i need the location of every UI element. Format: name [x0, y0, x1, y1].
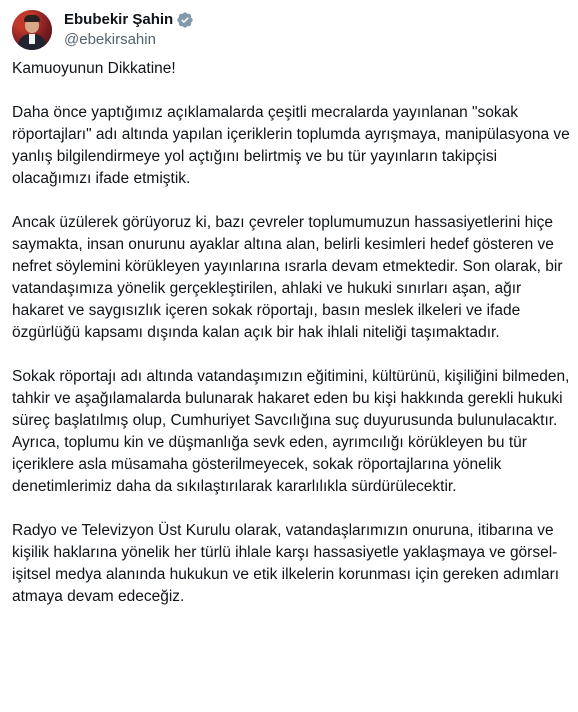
post-paragraph: Ancak üzülerek görüyoruz ki, bazı çevreler toplumumuzun hassasiyetlerini hiçe saymakta, insan onurunu ayaklar altına alan, belirli kesimleri hedef gösteren ve nefret söylemini körükleyen yayınlarına ısrarla devam etmektedir. Son olarak, bir vatandaşımıza yönelik gerçekleştirilen, ahlaki ve hukuki sınırları aşan, ağır hakaret ve saygısızlık içeren sokak röportajı, basın meslek ilkeleri ve ifade özgürlüğü kapsamı dışında kalan açık bir hak ihlali niteliği taşımaktadır. — [12, 214, 563, 341]
author-block — [64, 10, 194, 50]
post-paragraph: Daha önce yaptığımız açıklamalarda çeşitli mecralarda yayınlanan "sokak röportajları" adı altında yapılan içeriklerin toplumda ayrışmaya, manipülasyona ve yanlış bilgilendirmeye yol açtığını belirtmiş ve bu tür yayınların takipçisi olacağımızı ifade etmiştik. — [12, 104, 570, 187]
post-paragraph: Radyo ve Televizyon Üst Kurulu olarak, vatandaşlarımızın onuruna, itibarına ve kişilik haklarına yönelik her türlü ihlale karşı hassasiyetle yaklaşmaya ve görsel-işitsel medya alanında hukukun ve etik ilkelerin korunması için gereken adımları atmaya devam edeceğiz. — [12, 522, 560, 605]
author-display-name[interactable]: Ebubekir Şahin — [64, 11, 174, 28]
author-handle[interactable]: @ebekirsahin — [64, 31, 156, 48]
post-paragraph: Sokak röportajı adı altında vatandaşımızın eğitimini, kültürünü, kişiliğini bilmeden, tahkir ve aşağılamalarda bulunarak hakaret eden bu kişi hakkında gerekli hukuki süreç başlatılmış olup, Cumhuriyet Savcılığına suç duyurusunda bulunulacaktır. Ayrıca, toplumu kin ve düşmanlığa sevk eden, ayrımcılığı körükleyen bu tür içeriklere asla müsamaha gösterilmeyecek, sokak röportajlarına yönelik denetimlerimiz daha da sıkılaştırılarak kararlılıkla sürdürülecektir. — [12, 368, 570, 495]
avatar[interactable] — [12, 10, 52, 50]
post-header — [12, 8, 194, 52]
verified-badge-icon — [176, 11, 194, 29]
post-title: Kamuoyunun Dikkatine! — [12, 60, 176, 77]
post-text — [12, 58, 574, 608]
